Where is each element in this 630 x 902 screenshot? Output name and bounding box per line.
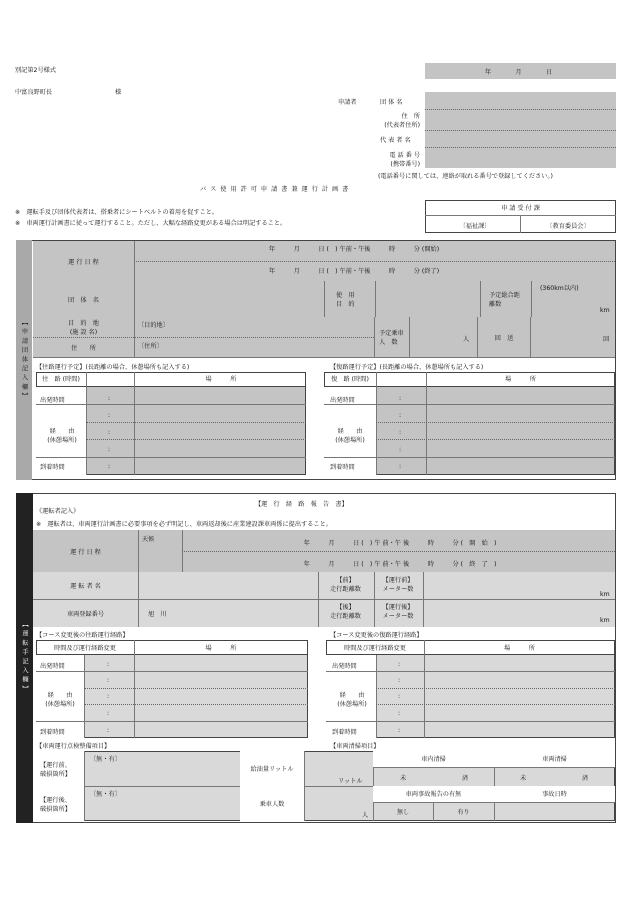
course-out-depart: 出発時間 — [40, 663, 65, 670]
group-name-label-2: 団 体 名 — [33, 281, 135, 317]
address-sub: (代表者住所) — [384, 122, 420, 129]
vehicle-reg-value[interactable]: 旭 川 — [148, 611, 167, 618]
addressee: 中富良野町長 — [15, 89, 53, 96]
rep-name-label: 代 表 者 名 — [380, 137, 411, 144]
outbound-plan-title: 【往路運行予定】(長距離の場合、休憩場所も記入する) — [36, 364, 190, 371]
course-ret-via: 経 由 (休憩場所) — [337, 692, 367, 708]
distance-limit: (360km以内) — [540, 285, 579, 292]
vehicle-reg-label: 車両登録番号 — [33, 599, 139, 627]
group-name-input[interactable] — [134, 281, 324, 317]
exterior-done[interactable]: 済 — [582, 775, 589, 782]
weather-field[interactable] — [138, 530, 183, 572]
fuel-unit: リットル — [338, 778, 363, 785]
purpose-label: 使 用 目 的 — [324, 281, 376, 317]
pre-op-label: 【運行前、 破損箇所】 — [40, 762, 71, 778]
course-ret-col-time: 時間及び運行経路変更 — [344, 645, 406, 652]
before-km: km — [600, 591, 610, 598]
return-col-time: 復 路 (時間) — [331, 376, 369, 383]
note-route: ※ 車両運行計画書に従って運行すること。ただし、大幅な経路変更がある場合は明記すること。 — [15, 220, 287, 227]
course-out-arrive: 到着時間 — [40, 729, 65, 736]
driver-date-start[interactable]: 年 月 日 ( ) 午 前・午 後 時 分 ( 開 始 ) — [303, 540, 497, 547]
report-title: 【運 行 経 路 報 告 書】 — [255, 501, 348, 508]
after-meter-label: 【運行後】 メーター数 — [382, 604, 414, 620]
course-out-col-time: 時間及び運行経路変更 — [54, 645, 116, 652]
date-field[interactable] — [425, 63, 616, 79]
accident-exists[interactable]: 有り — [457, 809, 470, 816]
address-input[interactable]: 〔住所〕 — [138, 343, 163, 350]
receipt-title: 申 請 受 付 課 — [501, 205, 540, 212]
course-ret-arrive: 到着時間 — [332, 729, 357, 736]
note-seatbelt: ※ 運転手及び団体代表者は、搭乗者にシートベルトの着用を促すこと。 — [15, 209, 219, 216]
receipt-education[interactable]: 〔教育委員会〕 — [546, 223, 590, 230]
form-title: バ ス 使 用 許 可 申 請 書 兼 運 行 計 画 書 — [200, 186, 350, 193]
phone-note: (電話番号に関しては、連絡が取れる番号で登録してください。) — [378, 173, 553, 180]
return-via-label: 経 由 (休憩場所) — [335, 428, 365, 444]
return-col-place: 場 所 — [505, 376, 536, 383]
phone-sub: (携帯番号) — [390, 161, 420, 168]
operation-date-label: 運 行 日 程 — [33, 241, 135, 281]
form-number: 別記第2号様式 — [15, 67, 57, 74]
before-meter-label: 【運行前】 メーター数 — [382, 577, 414, 593]
before-mileage-label: 【前】 走行距離数 — [330, 577, 361, 593]
exterior-not-done[interactable]: 未 — [520, 775, 527, 782]
pre-op-yes-no[interactable]: 〔無・有〕 — [90, 756, 121, 763]
course-ret-depart: 出発時間 — [332, 663, 357, 670]
driver-side-label: 【運転手記入欄】 — [16, 493, 33, 823]
accident-none[interactable]: 無し — [396, 809, 410, 816]
driver-name-label: 運 転 者 名 — [33, 572, 139, 599]
interior-not-done[interactable]: 未 — [400, 775, 407, 782]
course-outbound-title: 【コース変更後の往路運行経路】 — [36, 632, 129, 639]
outbound-col-place: 場 所 — [205, 376, 237, 383]
address-label-2: 住 所 — [33, 337, 135, 357]
outbound-arrive-label: 到着時間 — [40, 464, 65, 471]
phone-text: 電 話 番 号 — [389, 152, 420, 159]
after-mileage-label: 【後】 走行距離数 — [330, 604, 361, 620]
operation-date-end[interactable]: 年 月 日 ( ) 午前・午後 時 分 (終了) — [268, 268, 440, 275]
address-text: 住 所 — [401, 113, 420, 120]
accident-report-label: 車両事故報告の有無 — [405, 791, 462, 798]
cleaning-title: 【車両清掃項目】 — [330, 743, 380, 750]
course-ret-col-place: 場 所 — [504, 645, 535, 652]
outbound-depart-label: 出発時間 — [40, 397, 65, 404]
passengers-label: 予定乗車人 数 — [374, 317, 410, 357]
driver-fill-label: 《運転者記入》 — [36, 508, 80, 515]
passenger-count-unit: 人 — [362, 812, 369, 819]
driver-note: ※ 運転者は、車両運行計画書に必要事項を必ず明記し、車両返却後に産業建設課車両係に提出すること。 — [36, 521, 332, 528]
fuel-label: 給油量リットル — [240, 751, 304, 786]
course-return-title: 【コース変更後の復路運行経路】 — [330, 632, 423, 639]
round-trip-label: 回 送 — [477, 317, 531, 357]
destination-input[interactable]: 〔目的地〕 — [138, 322, 169, 329]
date-line: 年 月 日 — [484, 68, 557, 76]
passenger-unit: 人 — [463, 336, 470, 343]
after-km: km — [600, 617, 610, 624]
interior-done[interactable]: 済 — [462, 775, 469, 782]
exterior-clean-label: 車両清掃 — [542, 756, 567, 763]
post-op-label: 【運行後、 破損箇所】 — [40, 797, 71, 813]
round-trip-unit: 回 — [603, 336, 610, 343]
inspection-title: 【車両運行点検整備項目】 — [36, 743, 111, 750]
course-out-via: 経 由 (休憩場所) — [45, 692, 75, 708]
purpose-input[interactable] — [374, 281, 480, 317]
honorific: 様 — [115, 89, 122, 96]
driver-name-input[interactable] — [138, 572, 318, 599]
outbound-col-time: 往 路 (時間) — [42, 376, 80, 383]
operation-date-start[interactable]: 年 月 日 ( ) 午前・午後 時 分 (開始) — [268, 246, 440, 253]
receipt-welfare[interactable]: 〔福祉課〕 — [459, 223, 491, 230]
accident-time-label: 事故日時 — [542, 791, 567, 798]
applicant-side-label: 【申請団体記入欄】 — [16, 240, 32, 480]
driver-operation-label: 運 行 日 程 — [33, 530, 139, 572]
phone-label — [378, 150, 420, 168]
distance-unit: km — [600, 307, 610, 314]
post-op-yes-no[interactable]: 〔無・有〕 — [90, 791, 121, 798]
return-arrive-label: 到着時間 — [330, 464, 355, 471]
weather-label: 天候 — [142, 536, 155, 543]
destination-label: 目 的 地 (施 設 名) — [33, 317, 135, 337]
outbound-via-label: 経 由 (休憩場所) — [47, 428, 77, 444]
course-out-col-place: 場 所 — [205, 645, 237, 652]
return-plan-title: 【復路運行予定】(長距離の場合、休憩場所も記入する) — [330, 364, 484, 371]
passenger-count-label: 乗車人数 — [240, 786, 304, 821]
return-depart-label: 出発時間 — [330, 397, 355, 404]
driver-date-end[interactable]: 年 月 日 ( ) 午 前・午 後 時 分 ( 終 了 ) — [303, 561, 497, 568]
address-label — [380, 111, 420, 129]
group-name-label: 団 体 名 — [380, 99, 403, 106]
interior-clean-label: 車内清掃 — [421, 756, 446, 763]
planned-distance-label: 予定総合距離数 — [480, 281, 532, 317]
applicant-label: 申請者 — [338, 99, 357, 106]
